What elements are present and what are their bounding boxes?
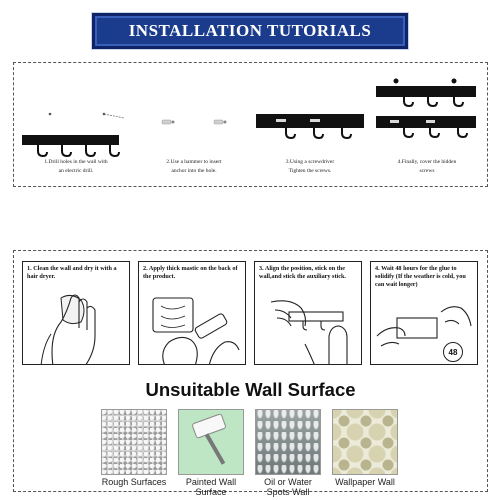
title-banner <box>92 13 408 49</box>
drill-holes-illustration <box>16 63 136 158</box>
timer-badge <box>443 342 463 362</box>
step-cover <box>368 63 486 188</box>
screwed-rail-illustration <box>252 63 368 158</box>
step-caption: 4.Finally, cover the hidden screws <box>397 159 457 174</box>
adhesive-step-clean: 1. Clean the wall and dry it with a hair dryer. <box>22 261 130 365</box>
adhesive-installation-panel <box>13 250 488 497</box>
adhesive-step-mastic: 2. Apply thick mastic on the back of the product. <box>138 261 246 365</box>
step-caption: 1.Drill holes in the wall with an electric drill. <box>44 159 108 174</box>
surface-painted: Painted Wall Surface <box>178 409 244 497</box>
adhesive-step-align: 3. Align the position, stick on the wall,and stick the auxiliary stick. <box>254 261 362 365</box>
oil-water-swatch <box>255 409 321 475</box>
step-caption: 3.Using a screwdriver Tighten the screws. <box>285 159 335 174</box>
step-screwdriver <box>252 63 368 188</box>
wallpaper-swatch <box>332 409 398 475</box>
hand-wiping-icon <box>23 262 130 365</box>
step-hammer <box>136 63 252 188</box>
mastic-tube-icon <box>139 262 246 365</box>
step-drill <box>16 63 136 188</box>
unsuitable-title: Unsuitable Wall Surface <box>145 379 356 400</box>
surface-wallpaper: Wallpaper Wall <box>332 409 398 487</box>
page-title: INSTALLATION TUTORIALS <box>128 21 372 40</box>
hook-rail <box>22 135 119 145</box>
hands-aligning-icon <box>255 262 362 365</box>
surface-rough: Rough Surfaces <box>101 409 167 487</box>
anchor-illustration <box>136 63 252 158</box>
painted-surface-swatch <box>178 409 244 475</box>
screw-installation-panel <box>13 62 488 187</box>
surface-oil-water: Oil or Water Spots Wall <box>255 409 321 497</box>
timer-label: 48 <box>448 347 458 357</box>
adhesive-step-wait: 4. Wait 48 hours for the glue to solidify (If the weather is cold, you can wait longer) 48 <box>370 261 478 365</box>
rough-surface-swatch <box>101 409 167 475</box>
step-caption: 2.Use a hammer to insert anchor into the hole. <box>166 159 222 174</box>
finished-rail-illustration <box>368 63 486 158</box>
